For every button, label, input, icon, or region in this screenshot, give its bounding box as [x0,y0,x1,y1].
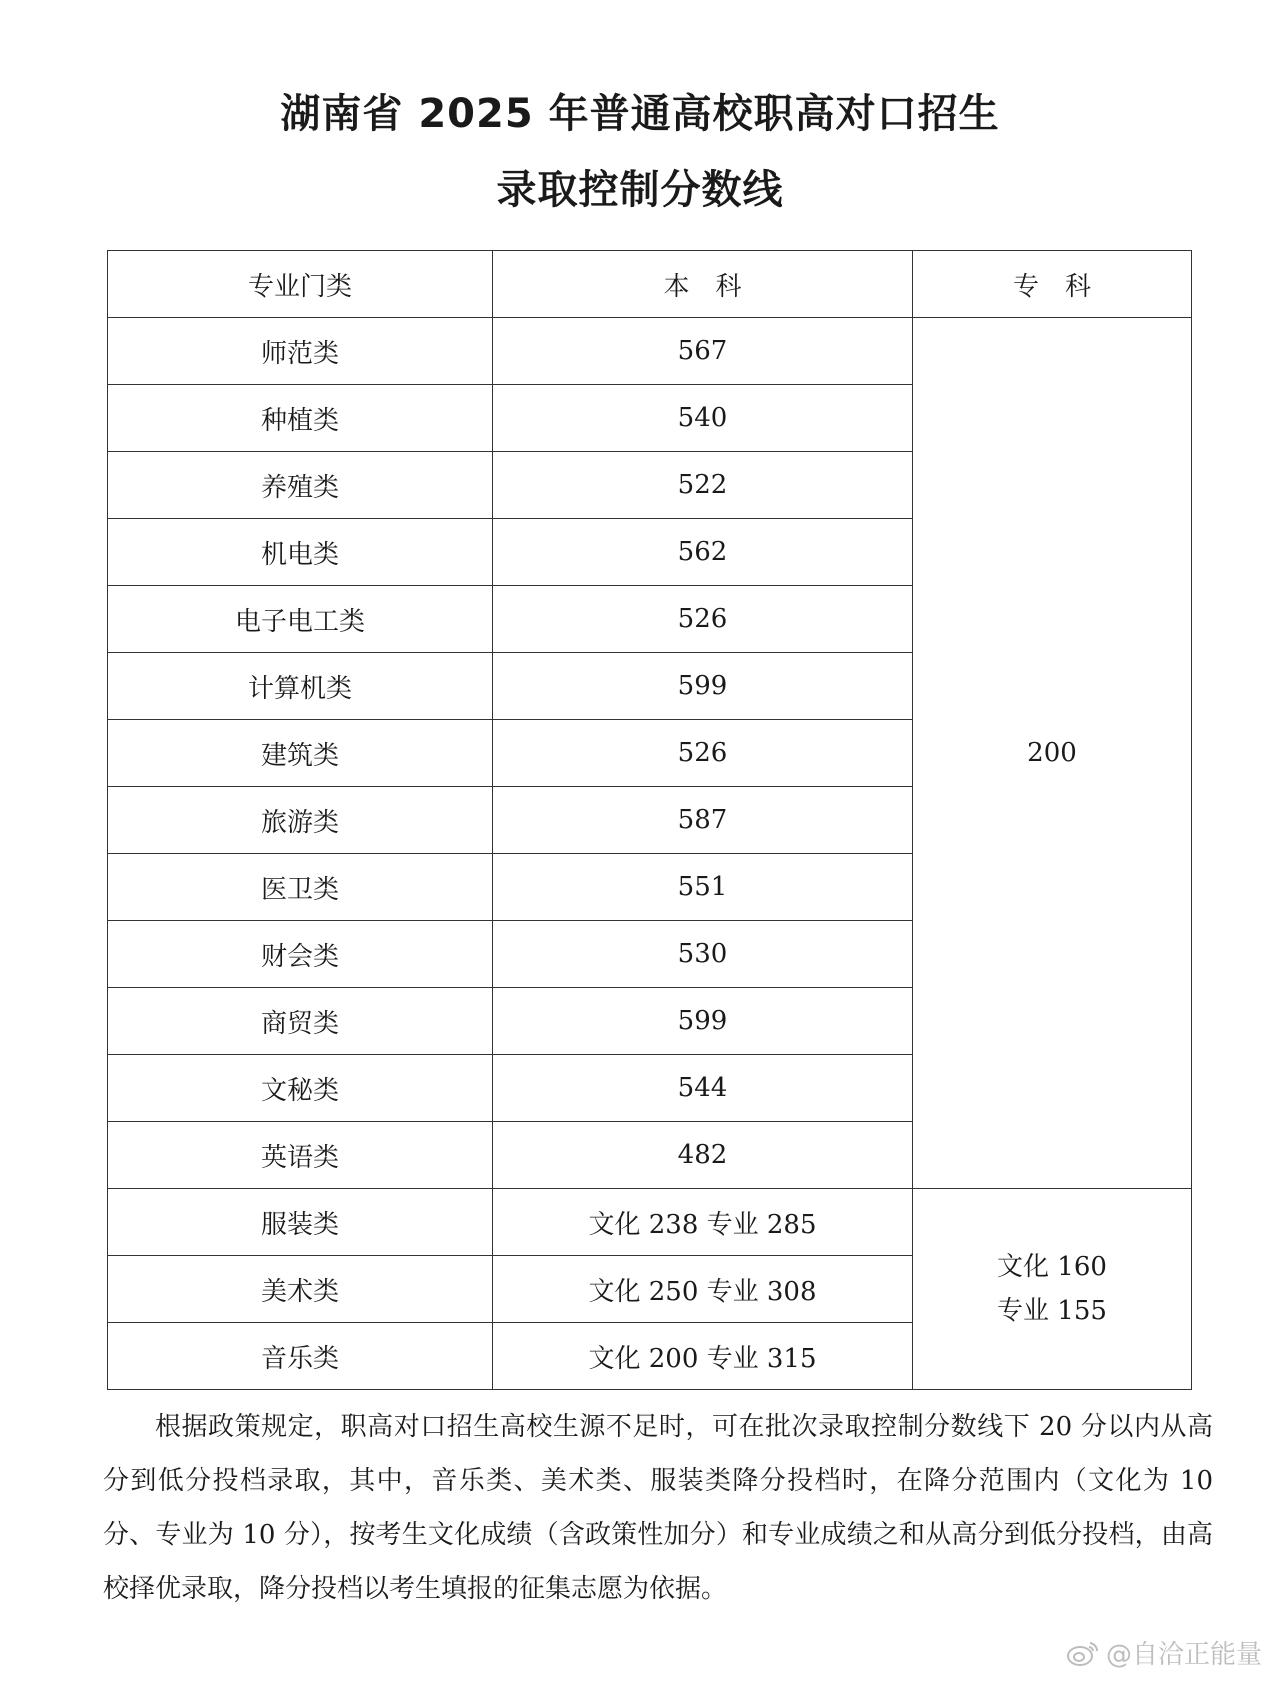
row-category: 建筑类 [108,720,493,787]
table-row [108,1189,1192,1256]
weibo-icon [1066,1639,1100,1667]
score-table [107,250,1192,1390]
row-undergraduate-score: 544 [493,1055,913,1122]
table-row [108,318,1192,385]
row-category: 旅游类 [108,787,493,854]
junior-college-arts-culture: 文化 160 [997,1252,1107,1282]
row-undergraduate-score: 562 [493,519,913,586]
row-undergraduate-score: 526 [493,586,913,653]
policy-notes: 根据政策规定，职高对口招生高校生源不足时，可在批次录取控制分数线下 20 分以内从高分到低分投档录取，其中，音乐类、美术类、服装类降分投档时，在降分范围内（文化为 10 分、专业为 10 分），按考生文化成绩（含政策性加分）和专业成绩之和从高分到低分投档，由高校择优录取，降分投档以考生填报的征集志愿为依据。 [103,1412,1213,1604]
row-category: 电子电工类 [108,586,493,653]
row-undergraduate-score: 526 [493,720,913,787]
row-undergraduate-score: 482 [493,1122,913,1189]
row-category: 文秘类 [108,1055,493,1122]
row-undergraduate-score: 530 [493,921,913,988]
row-undergraduate-score: 文化 200 专业 315 [493,1323,913,1390]
header-category: 专业门类 [108,251,493,318]
row-undergraduate-score: 599 [493,988,913,1055]
row-category: 机电类 [108,519,493,586]
row-category: 医卫类 [108,854,493,921]
header-junior-college: 专 科 [913,251,1192,318]
junior-college-arts-score [913,1189,1192,1390]
header-undergraduate: 本 科 [493,251,913,318]
row-undergraduate-score: 599 [493,653,913,720]
row-undergraduate-score: 522 [493,452,913,519]
row-category: 养殖类 [108,452,493,519]
row-category: 音乐类 [108,1323,493,1390]
row-undergraduate-score: 文化 250 专业 308 [493,1256,913,1323]
row-category: 服装类 [108,1189,493,1256]
row-category: 商贸类 [108,988,493,1055]
document-title-line1: 湖南省 2025 年普通高校职高对口招生 [280,91,1000,137]
row-category: 计算机类 [108,653,493,720]
row-undergraduate-score: 文化 238 专业 285 [493,1189,913,1256]
document-title-line2: 录取控制分数线 [496,167,784,213]
row-category: 师范类 [108,318,493,385]
row-category: 种植类 [108,385,493,452]
row-undergraduate-score: 587 [493,787,913,854]
table-header-row [108,251,1192,318]
watermark-text: @自洽正能量 [1105,1640,1262,1670]
junior-college-general-score: 200 [913,318,1192,1189]
row-undergraduate-score: 540 [493,385,913,452]
row-category: 英语类 [108,1122,493,1189]
row-category: 美术类 [108,1256,493,1323]
row-category: 财会类 [108,921,493,988]
watermark [1066,1634,1262,1671]
row-undergraduate-score: 551 [493,854,913,921]
row-undergraduate-score: 567 [493,318,913,385]
junior-college-arts-major: 专业 155 [997,1296,1107,1326]
